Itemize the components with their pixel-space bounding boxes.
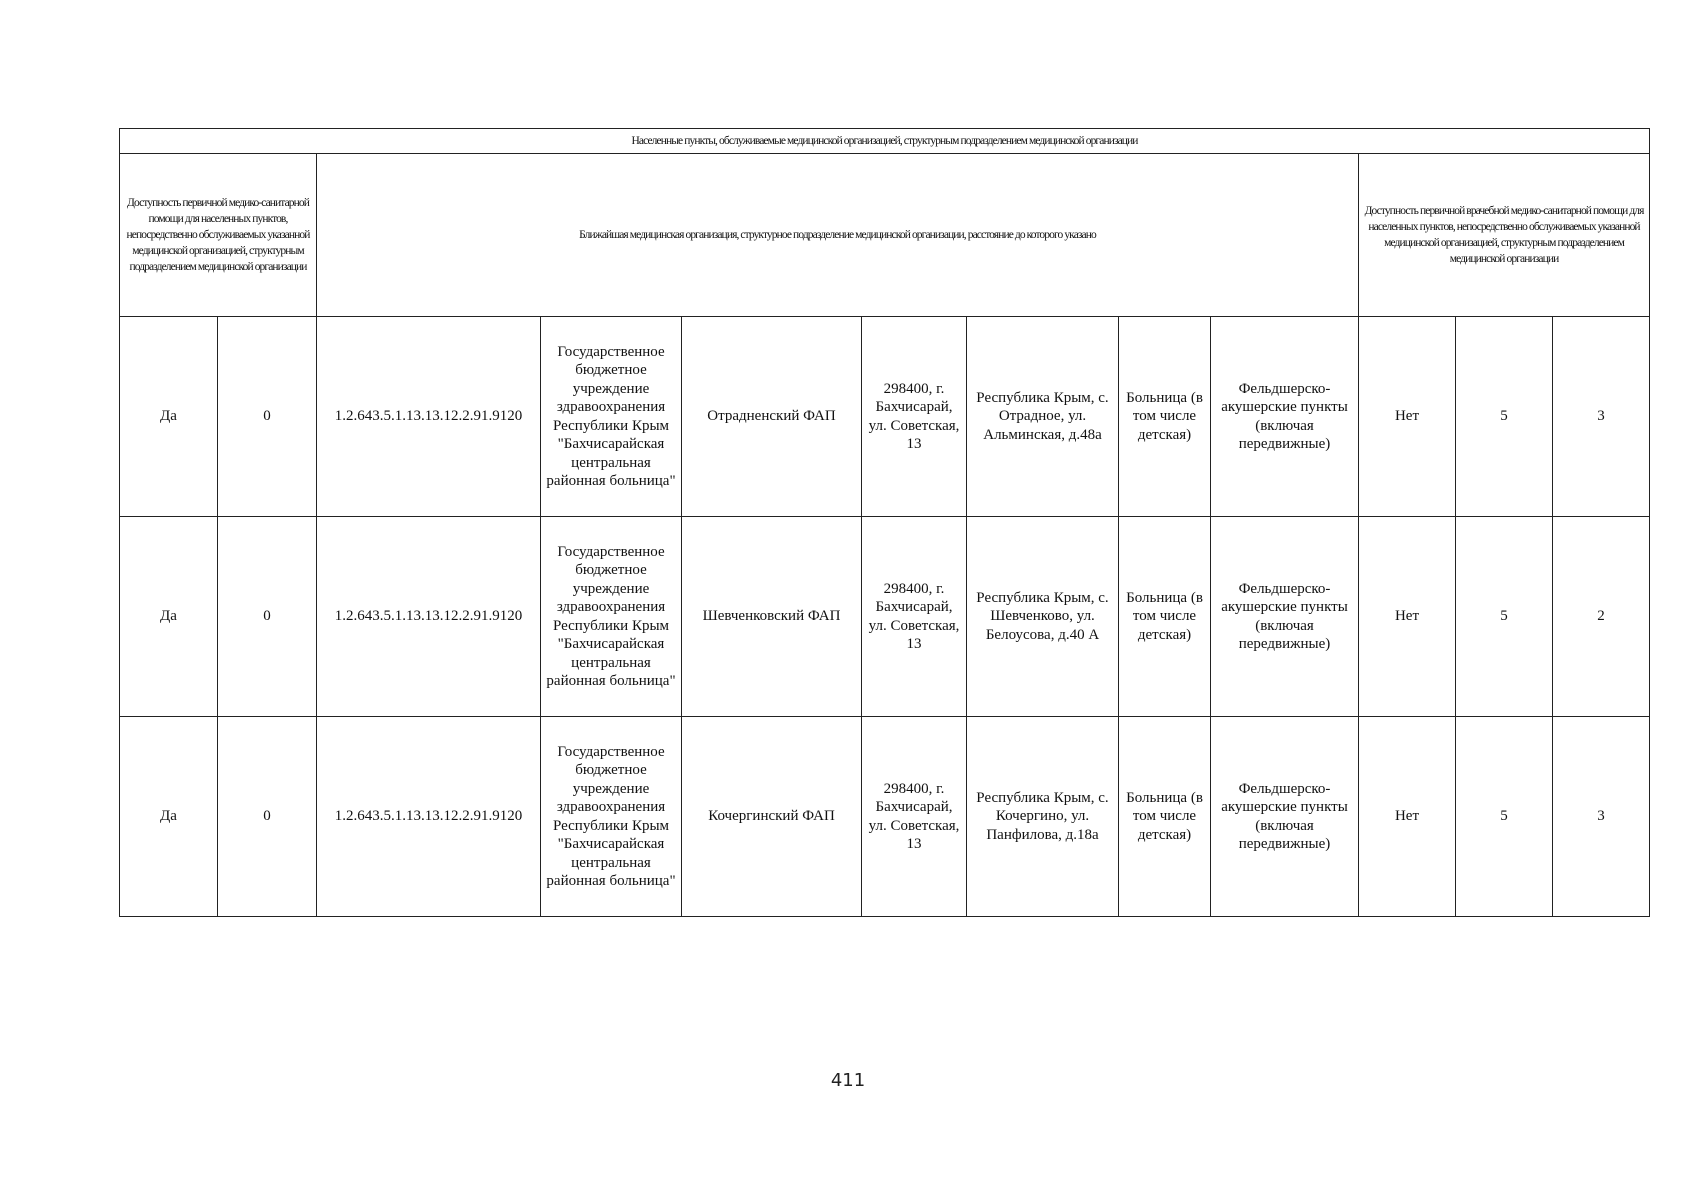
header-doctor-availability: Доступность первичной врачебной медико-санитарной помощи для населенных пунктов, непосредственно обслуживаемых указанной медицинской организацией, структурным подразделением медицинской организации (1359, 154, 1650, 317)
cell-value-a: 5 (1456, 517, 1553, 717)
cell-unit-address: Республика Крым, с. Кочергино, ул. Панфилова, д.18а (967, 717, 1119, 917)
cell-org-type: Больница (в том числе детская) (1119, 517, 1211, 717)
cell-oid: 1.2.643.5.1.13.13.12.2.91.9120 (317, 517, 541, 717)
cell-value-b: 3 (1553, 317, 1650, 517)
cell-value-a: 5 (1456, 317, 1553, 517)
cell-value-a: 5 (1456, 717, 1553, 917)
cell-value-b: 3 (1553, 717, 1650, 917)
cell-unit-address: Республика Крым, с. Отрадное, ул. Альминская, д.48а (967, 317, 1119, 517)
cell-availability: Да (120, 517, 218, 717)
table-row (120, 717, 1650, 917)
cell-org-type: Больница (в том числе детская) (1119, 317, 1211, 517)
cell-organization: Государственное бюджетное учреждение здравоохранения Республики Крым "Бахчисарайская центральная районная больница" (541, 717, 682, 917)
cell-oid: 1.2.643.5.1.13.13.12.2.91.9120 (317, 317, 541, 517)
cell-availability: Да (120, 317, 218, 517)
table-row (120, 517, 1650, 717)
services-table (119, 128, 1650, 917)
cell-address: 298400, г. Бахчисарай, ул. Советская, 13 (862, 317, 967, 517)
cell-distance: 0 (218, 317, 317, 517)
cell-unit: Отрадненский ФАП (682, 317, 862, 517)
cell-doctor-availability: Нет (1359, 717, 1456, 917)
cell-oid: 1.2.643.5.1.13.13.12.2.91.9120 (317, 717, 541, 917)
cell-organization: Государственное бюджетное учреждение здравоохранения Республики Крым "Бахчисарайская центральная районная больница" (541, 517, 682, 717)
cell-unit-type: Фельдшерско-акушерские пункты (включая передвижные) (1211, 717, 1359, 917)
cell-org-type: Больница (в том числе детская) (1119, 717, 1211, 917)
cell-unit-type: Фельдшерско-акушерские пункты (включая передвижные) (1211, 317, 1359, 517)
cell-distance: 0 (218, 517, 317, 717)
cell-address: 298400, г. Бахчисарай, ул. Советская, 13 (862, 517, 967, 717)
cell-doctor-availability: Нет (1359, 317, 1456, 517)
table-title: Населенные пункты, обслуживаемые медицинской организацией, структурным подразделением медицинской организации (120, 129, 1650, 154)
cell-doctor-availability: Нет (1359, 517, 1456, 717)
table-title-row (120, 129, 1650, 154)
header-availability: Доступность первичной медико-санитарной помощи для населенных пунктов, непосредственно обслуживаемых указанной медицинской организацией, структурным подразделением медицинской организации (120, 154, 317, 317)
table-row (120, 317, 1650, 517)
cell-unit-type: Фельдшерско-акушерские пункты (включая передвижные) (1211, 517, 1359, 717)
cell-distance: 0 (218, 717, 317, 917)
cell-unit-address: Республика Крым, с. Шевченково, ул. Белоусова, д.40 А (967, 517, 1119, 717)
header-nearest-organization: Ближайшая медицинская организация, структурное подразделение медицинской организации, расстояние до которого указано (317, 154, 1359, 317)
table-header-row (120, 154, 1650, 317)
page-number: 411 (830, 1070, 866, 1091)
cell-unit: Кочергинский ФАП (682, 717, 862, 917)
cell-address: 298400, г. Бахчисарай, ул. Советская, 13 (862, 717, 967, 917)
cell-value-b: 2 (1553, 517, 1650, 717)
cell-unit: Шевченковский ФАП (682, 517, 862, 717)
cell-availability: Да (120, 717, 218, 917)
cell-organization: Государственное бюджетное учреждение здравоохранения Республики Крым "Бахчисарайская центральная районная больница" (541, 317, 682, 517)
